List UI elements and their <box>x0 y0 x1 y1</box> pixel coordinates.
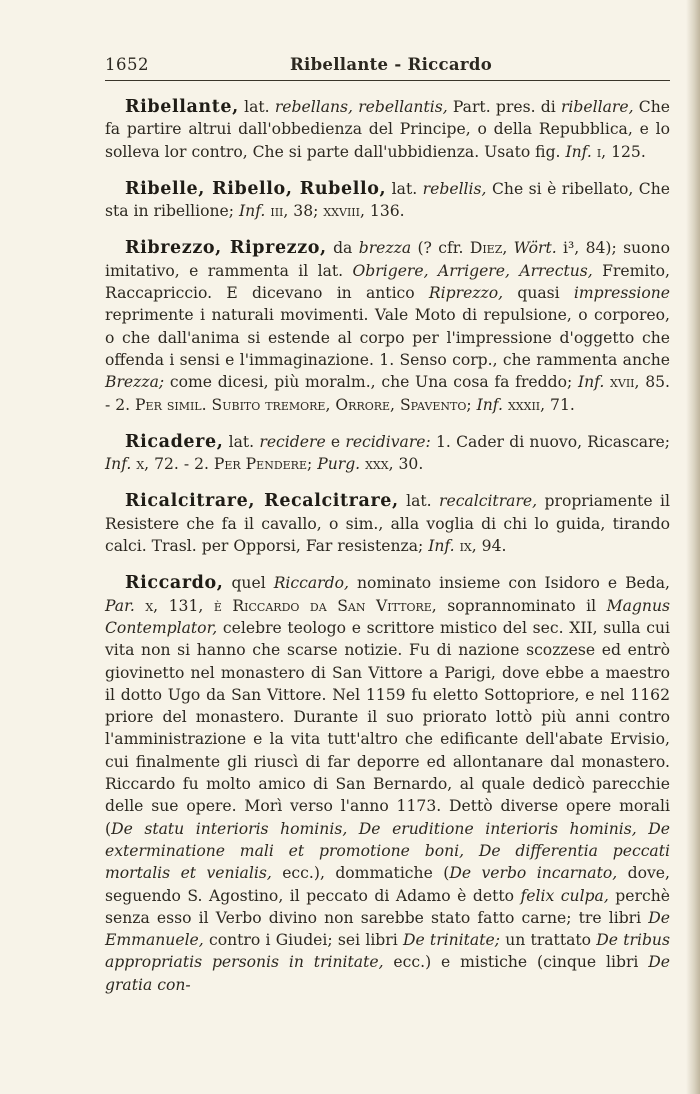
header-rule <box>105 80 670 81</box>
entry-ricalcitrare: Ricalcitrare, Recalcitrare, lat. recalcitrare, propriamente il Resistere che fa il cavallo, o sim., alla voglia di chi lo guida, tirando calci. Trasl. per Opporsi, Far resistenza; Inf. ix, 94. <box>105 491 670 556</box>
entry-ribrezzo: Ribrezzo, Riprezzo, da brezza (? cfr. Diez, Wört. i³, 84); suono imitativo, e rammenta il lat. Obrigere, Arrigere, Arrectus, Fremito, Raccapriccio. E dicevano in antico Riprezzo, quasi impressione reprimente i naturali movimenti. Vale Moto di repulsione, o corporeo, o che dall'anima si estende al corpo per l'impressione d'oggetto che offenda i sensi e l'immaginazione. 1. Senso corp., che rammenta anche Brezza; come dicesi, più moralm., che Una cosa fa freddo; Inf. xvii, 85. - 2. Per simil. Subito tremore, Orrore, Spavento; Inf. xxxii, 71. <box>105 238 670 414</box>
headword: Ricalcitrare, Recalcitrare, <box>125 491 399 512</box>
entry-riccardo: Riccardo, quel Riccardo, nominato insieme con Isidoro e Beda, Par. x, 131, è Riccardo da San Vittore, soprannominato il Magnus Contemplator, celebre teologo e scrittore mistico del sec. XII, sulla cui vita non si hanno che scarse notizie. Fu di nazione scozzese ed entrò giovinetto nel monastero di San Vittore a Parigi, dove ebbe a maestro il dotto Ugo da San Vittore. Nel 1159 fu eletto Sottopriore, e nel 1162 priore del monastero. Durante il suo priorato lottò più anni contro l'amministrazione e la vita tutt'altro che edificante dell'abate Ervisio, cui finalmente gli riuscì di far deporre ed allontanare dal monastero. Riccardo fu molto amico di San Bernardo, al quale dedicò parecchie delle sue opere. Morì verso l'anno 1173. Dettò diverse opere morali (De statu interioris hominis, De eruditione interioris hominis, De exterminatione mali et promotione boni, De differentia peccati mortalis et venialis, ecc.), dommatiche (De verbo incarnato, dove, seguendo S. Agostino, il peccato di Adamo è detto felix culpa, perchè senza esso il Verbo divino non sarebbe stato fatto carne; tre libri De Emmanuele, contro i Giudei; sei libri De trinitate; un trattato De tribus appropriatis personis in trinitate, ecc.) e mistiche (cinque libri De gratia con- <box>105 573 671 994</box>
page-number: 1652 <box>105 55 149 74</box>
entry-ribellante: Ribellante, lat. rebellans, rebellantis, Part. pres. di ribellare, Che fa partire altrui dall'obbedienza del Principe, o della Repubblica, e lo solleva lor contro, Che si parte dall'ubbidienza. Usato fig. Inf. i, 125. <box>105 97 670 161</box>
headword: Ribrezzo, Riprezzo, <box>125 238 327 259</box>
running-title: Ribellante - Riccardo <box>290 55 492 74</box>
headword: Ribelle, Ribello, Rubello, <box>125 178 387 199</box>
headword: Ricadere, <box>125 431 224 452</box>
dictionary-body <box>105 96 670 1011</box>
page-edge-shadow <box>686 0 700 1094</box>
headword: Ribellante, <box>125 97 239 117</box>
page-header <box>105 55 670 85</box>
entry-ricadere: Ricadere, lat. recidere e recidivare: 1. Cader di nuovo, Ricascare; Inf. x, 72. - 2. Per Pendere; Purg. xxx, 30. <box>105 431 670 474</box>
entry-ribelle: Ribelle, Ribello, Rubello, lat. rebellis, Che si è ribellato, Che sta in ribellione; Inf. iii, 38; xxviii, 136. <box>105 178 670 221</box>
headword: Riccardo, <box>125 573 224 594</box>
